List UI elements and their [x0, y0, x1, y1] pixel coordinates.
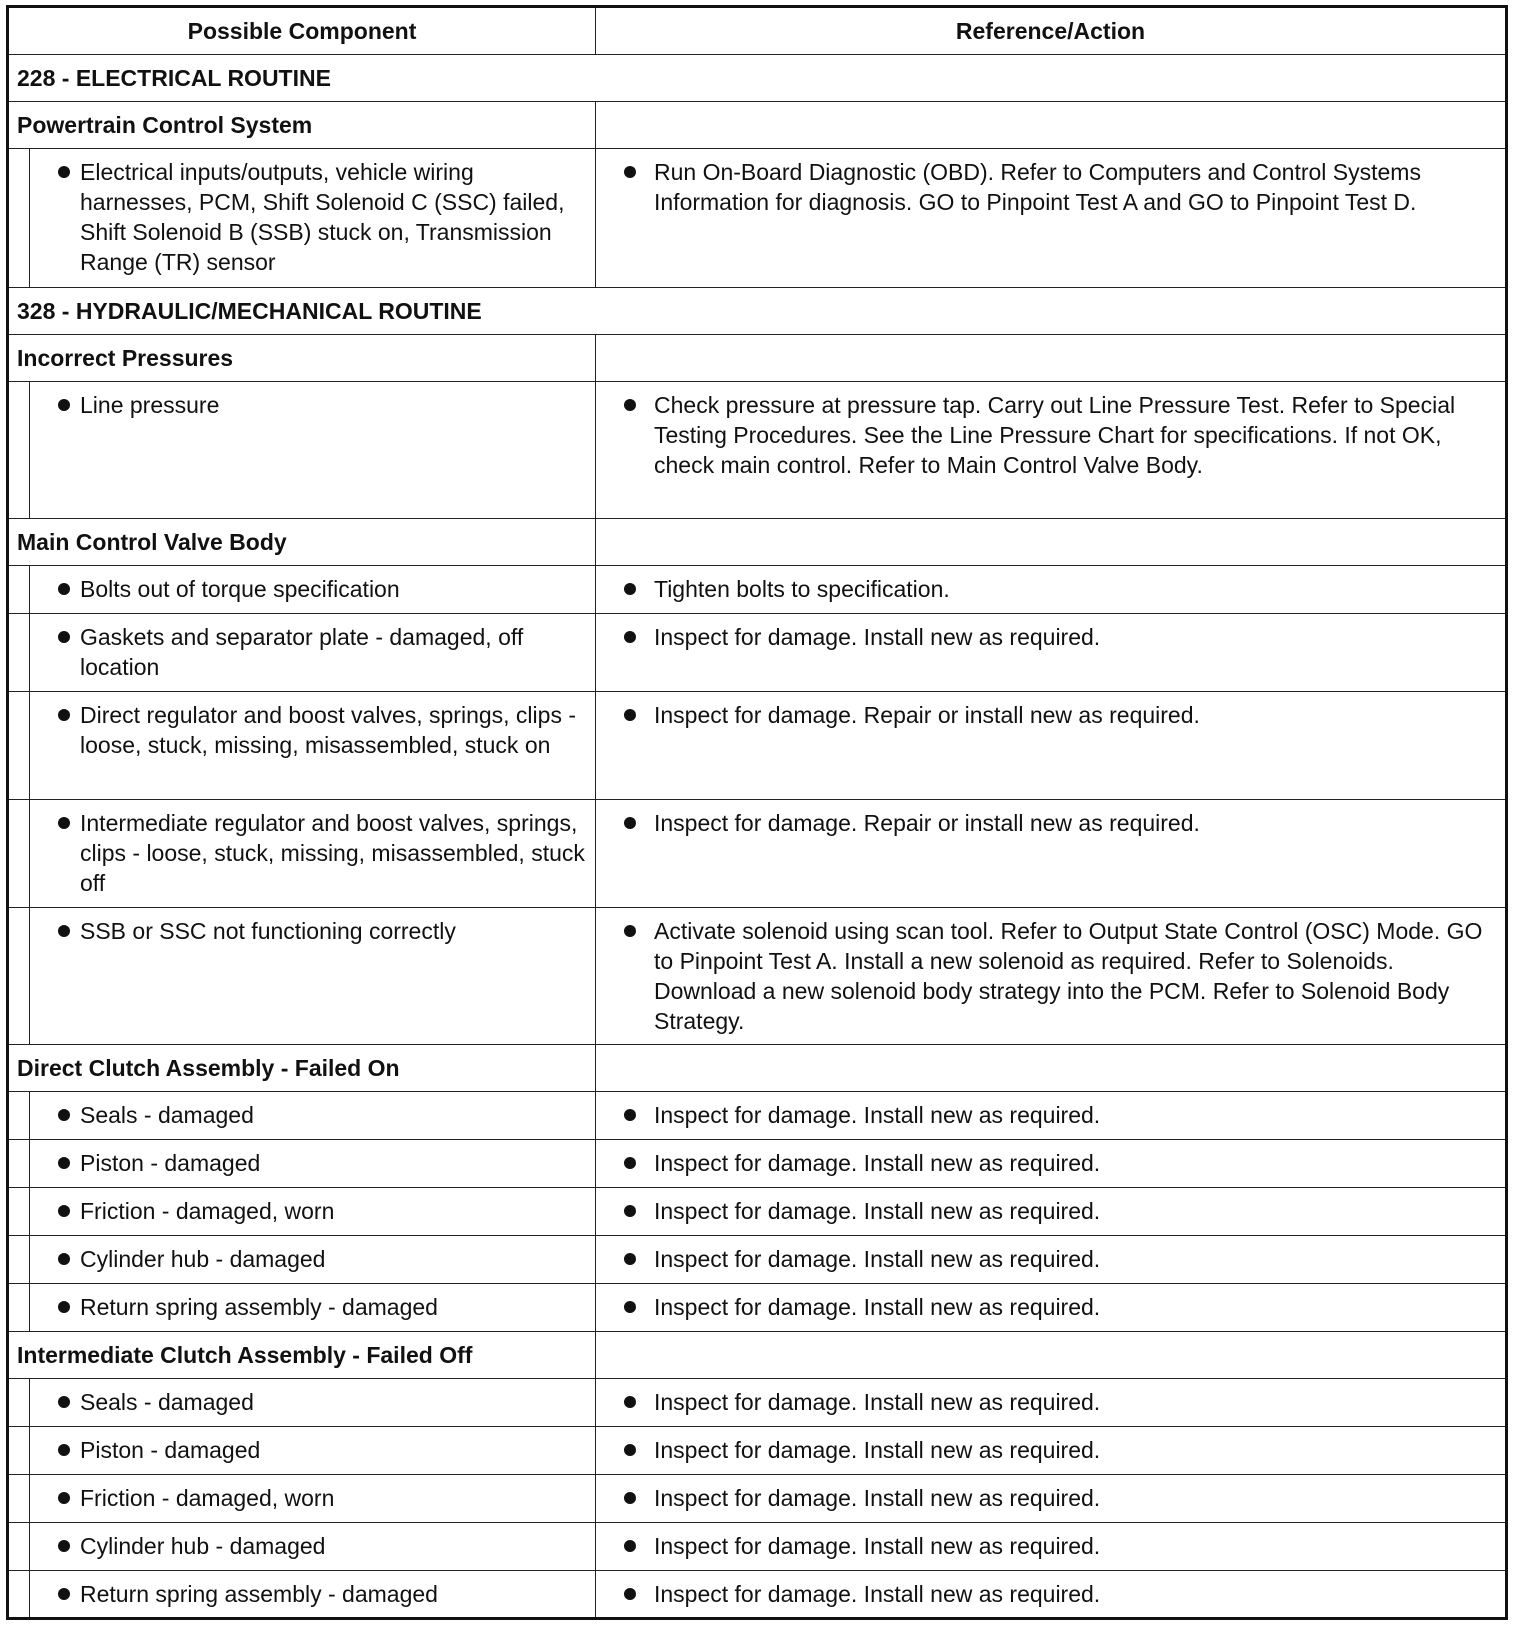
- bullet-icon: [624, 1157, 636, 1169]
- indent-cell: [8, 1092, 30, 1140]
- section-title: 228 - ELECTRICAL ROUTINE: [8, 55, 1507, 102]
- group-title: Intermediate Clutch Assembly - Failed Off: [8, 1332, 596, 1379]
- component-text: Friction - damaged, worn: [80, 1485, 335, 1511]
- group-title: Incorrect Pressures: [8, 335, 596, 382]
- bullet-icon: [624, 925, 636, 937]
- table-row: [8, 1475, 1507, 1523]
- action-text: Run On-Board Diagnostic (OBD). Refer to Computers and Control Systems Information for diagnosis. GO to Pinpoint Test A and GO to Pinpoint Test D.: [654, 159, 1421, 215]
- bullet-icon: [58, 925, 70, 937]
- table-row: [8, 1379, 1507, 1427]
- component-text: Direct regulator and boost valves, springs, clips - loose, stuck, missing, misassembled, stuck on: [80, 702, 576, 758]
- bullet-icon: [624, 1301, 636, 1313]
- indent-cell: [8, 908, 30, 1045]
- bullet-icon: [58, 817, 70, 829]
- indent-cell: [8, 1379, 30, 1427]
- component-cell: [30, 1427, 596, 1475]
- action-text: Inspect for damage. Repair or install new as required.: [654, 810, 1200, 836]
- component-text: Cylinder hub - damaged: [80, 1533, 326, 1559]
- component-cell: [30, 382, 596, 519]
- action-cell: [596, 1523, 1507, 1571]
- group-action-empty: [596, 1045, 1507, 1092]
- table-row: [8, 1427, 1507, 1475]
- action-cell: [596, 1284, 1507, 1332]
- action-text: Inspect for damage. Install new as required.: [654, 1294, 1101, 1320]
- component-cell: [30, 800, 596, 908]
- table-row: [8, 149, 1507, 288]
- section-row: [8, 288, 1507, 335]
- component-text: Seals - damaged: [80, 1102, 254, 1128]
- component-text: Return spring assembly - damaged: [80, 1581, 438, 1607]
- action-cell: [596, 1188, 1507, 1236]
- indent-cell: [8, 1571, 30, 1619]
- table-row: [8, 692, 1507, 800]
- group-action-empty: [596, 519, 1507, 566]
- bullet-icon: [58, 399, 70, 411]
- component-cell: [30, 149, 596, 288]
- action-text: Inspect for damage. Install new as required.: [654, 1150, 1101, 1176]
- bullet-icon: [624, 1492, 636, 1504]
- bullet-icon: [58, 1109, 70, 1121]
- component-text: Bolts out of torque specification: [80, 576, 400, 602]
- component-cell: [30, 692, 596, 800]
- action-cell: [596, 382, 1507, 519]
- action-cell: [596, 149, 1507, 288]
- indent-cell: [8, 1284, 30, 1332]
- component-cell: [30, 1140, 596, 1188]
- group-title: Main Control Valve Body: [8, 519, 596, 566]
- action-text: Inspect for damage. Install new as required.: [654, 624, 1101, 650]
- table-row: [8, 566, 1507, 614]
- action-cell: [596, 908, 1507, 1045]
- table-row: [8, 1523, 1507, 1571]
- action-cell: [596, 1140, 1507, 1188]
- action-text: Inspect for damage. Install new as required.: [654, 1533, 1101, 1559]
- table-row: [8, 1188, 1507, 1236]
- table-row: [8, 1284, 1507, 1332]
- section-title: 328 - HYDRAULIC/MECHANICAL ROUTINE: [8, 288, 1507, 335]
- table-row: [8, 382, 1507, 519]
- section-row: [8, 55, 1507, 102]
- action-cell: [596, 800, 1507, 908]
- indent-cell: [8, 1188, 30, 1236]
- action-text: Inspect for damage. Install new as required.: [654, 1485, 1101, 1511]
- bullet-icon: [58, 709, 70, 721]
- component-text: Return spring assembly - damaged: [80, 1294, 438, 1320]
- action-cell: [596, 566, 1507, 614]
- diagnostic-table: [6, 5, 1508, 1620]
- action-text: Inspect for damage. Install new as required.: [654, 1389, 1101, 1415]
- action-cell: [596, 1379, 1507, 1427]
- component-text: Cylinder hub - damaged: [80, 1246, 326, 1272]
- component-cell: [30, 614, 596, 692]
- bullet-icon: [58, 166, 70, 178]
- indent-cell: [8, 614, 30, 692]
- bullet-icon: [624, 1588, 636, 1600]
- action-text: Inspect for damage. Repair or install new as required.: [654, 702, 1200, 728]
- group-action-empty: [596, 335, 1507, 382]
- bullet-icon: [58, 1205, 70, 1217]
- action-text: Inspect for damage. Install new as required.: [654, 1102, 1101, 1128]
- action-cell: [596, 1571, 1507, 1619]
- action-cell: [596, 1475, 1507, 1523]
- group-row: [8, 1332, 1507, 1379]
- action-cell: [596, 1427, 1507, 1475]
- group-action-empty: [596, 1332, 1507, 1379]
- bullet-icon: [58, 1588, 70, 1600]
- action-text: Activate solenoid using scan tool. Refer to Output State Control (OSC) Mode. GO to Pinpoint Test A. Install a new solenoid as required. Refer to Solenoids. Download a new solenoid body strategy into the PCM. Refer to Solenoid Body Strategy.: [654, 918, 1483, 1034]
- bullet-icon: [624, 1444, 636, 1456]
- action-text: Inspect for damage. Install new as required.: [654, 1198, 1101, 1224]
- indent-cell: [8, 1427, 30, 1475]
- component-cell: [30, 1523, 596, 1571]
- component-text: Seals - damaged: [80, 1389, 254, 1415]
- header-component: Possible Component: [8, 7, 596, 55]
- bullet-icon: [624, 709, 636, 721]
- indent-cell: [8, 800, 30, 908]
- bullet-icon: [624, 166, 636, 178]
- bullet-icon: [624, 583, 636, 595]
- component-cell: [30, 1284, 596, 1332]
- bullet-icon: [624, 817, 636, 829]
- table-row: [8, 908, 1507, 1045]
- component-text: Piston - damaged: [80, 1437, 261, 1463]
- bullet-icon: [624, 1540, 636, 1552]
- component-cell: [30, 1571, 596, 1619]
- table-row: [8, 1140, 1507, 1188]
- component-cell: [30, 1092, 596, 1140]
- header-action: Reference/Action: [596, 7, 1507, 55]
- component-cell: [30, 1188, 596, 1236]
- bullet-icon: [58, 631, 70, 643]
- component-cell: [30, 1379, 596, 1427]
- action-cell: [596, 614, 1507, 692]
- component-cell: [30, 1475, 596, 1523]
- bullet-icon: [58, 1253, 70, 1265]
- bullet-icon: [624, 1253, 636, 1265]
- indent-cell: [8, 566, 30, 614]
- component-text: Electrical inputs/outputs, vehicle wiring harnesses, PCM, Shift Solenoid C (SSC) failed, Shift Solenoid B (SSB) stuck on, Transmission Range (TR) sensor: [80, 159, 565, 275]
- component-cell: [30, 908, 596, 1045]
- action-text: Inspect for damage. Install new as required.: [654, 1437, 1101, 1463]
- component-text: Friction - damaged, worn: [80, 1198, 335, 1224]
- component-text: Piston - damaged: [80, 1150, 261, 1176]
- action-text: Tighten bolts to specification.: [654, 576, 950, 602]
- component-cell: [30, 1236, 596, 1284]
- component-text: SSB or SSC not functioning correctly: [80, 918, 456, 944]
- group-row: [8, 335, 1507, 382]
- table-row: [8, 1092, 1507, 1140]
- action-cell: [596, 1092, 1507, 1140]
- table-row: [8, 800, 1507, 908]
- table-row: [8, 614, 1507, 692]
- component-text: Gaskets and separator plate - damaged, off location: [80, 624, 524, 680]
- bullet-icon: [624, 631, 636, 643]
- indent-cell: [8, 382, 30, 519]
- bullet-icon: [58, 1396, 70, 1408]
- group-row: [8, 102, 1507, 149]
- component-text: Line pressure: [80, 392, 220, 418]
- bullet-icon: [58, 1301, 70, 1313]
- bullet-icon: [624, 1109, 636, 1121]
- bullet-icon: [624, 399, 636, 411]
- table-row: [8, 1571, 1507, 1619]
- component-cell: [30, 566, 596, 614]
- group-row: [8, 519, 1507, 566]
- bullet-icon: [58, 1157, 70, 1169]
- action-text: Inspect for damage. Install new as required.: [654, 1581, 1101, 1607]
- bullet-icon: [58, 1444, 70, 1456]
- group-title: Powertrain Control System: [8, 102, 596, 149]
- table-row: [8, 1236, 1507, 1284]
- group-action-empty: [596, 102, 1507, 149]
- bullet-icon: [624, 1396, 636, 1408]
- header-row: [8, 7, 1507, 55]
- bullet-icon: [58, 1492, 70, 1504]
- bullet-icon: [624, 1205, 636, 1217]
- indent-cell: [8, 1140, 30, 1188]
- indent-cell: [8, 149, 30, 288]
- component-text: Intermediate regulator and boost valves, springs, clips - loose, stuck, missing, misassembled, stuck off: [80, 810, 585, 896]
- action-cell: [596, 692, 1507, 800]
- action-text: Check pressure at pressure tap. Carry out Line Pressure Test. Refer to Special Testing Procedures. See the Line Pressure Chart for specifications. If not OK, check main control. Refer to Main Control Valve Body.: [654, 392, 1456, 478]
- indent-cell: [8, 1523, 30, 1571]
- action-text: Inspect for damage. Install new as required.: [654, 1246, 1101, 1272]
- indent-cell: [8, 692, 30, 800]
- action-cell: [596, 1236, 1507, 1284]
- bullet-icon: [58, 583, 70, 595]
- bullet-icon: [58, 1540, 70, 1552]
- group-row: [8, 1045, 1507, 1092]
- group-title: Direct Clutch Assembly - Failed On: [8, 1045, 596, 1092]
- indent-cell: [8, 1236, 30, 1284]
- indent-cell: [8, 1475, 30, 1523]
